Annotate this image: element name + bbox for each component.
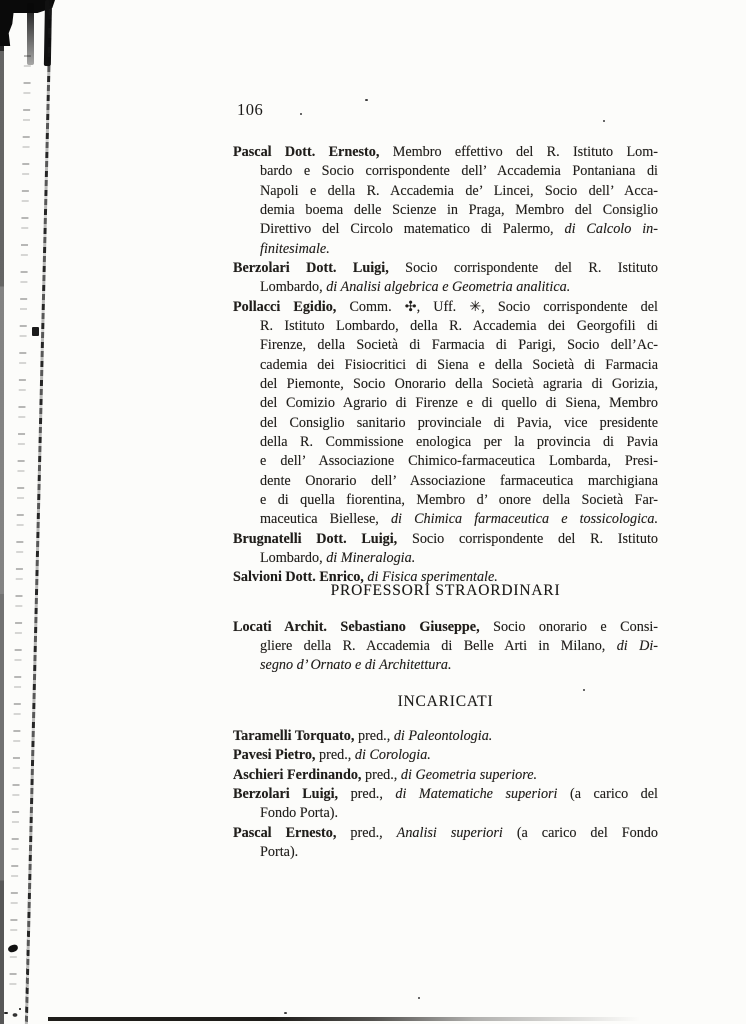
text-line <box>233 298 658 317</box>
text-segment: di Fisica sperimentale. <box>367 569 498 586</box>
scan-speck <box>284 1012 287 1014</box>
text-line <box>233 220 658 239</box>
text-segment: (a carico del Fondo <box>502 824 658 841</box>
text-line <box>233 259 658 278</box>
text-line <box>233 727 658 746</box>
text-segment: Lombardo, <box>260 279 327 296</box>
text-line <box>233 414 658 433</box>
text-line <box>233 356 658 375</box>
text-segment: bardo e Socio corrispondente dell’ Accademia Pontaniana di <box>260 163 658 180</box>
text-segment: Pavesi Pietro, <box>233 747 316 764</box>
text-segment: di Calcolo in- <box>564 221 658 238</box>
section-professori-straordinari <box>233 581 658 675</box>
text-line <box>233 375 658 394</box>
text-segment: (a carico del <box>557 785 658 802</box>
scan-edge-strip <box>0 0 4 1024</box>
text-segment: Napoli e della R. Accademia de’ Lincei, Socio dell’ Acca- <box>260 182 658 199</box>
scan-speck <box>603 120 605 122</box>
text-segment: Berzolari Dott. Luigi, <box>233 259 389 276</box>
section-professori-ordinari <box>233 143 658 588</box>
text-segment: maceutica Biellese, <box>260 511 391 528</box>
text-segment: Comm. ✣, Uff. ✳, Socio corrispondente del <box>336 298 658 315</box>
scan-ink-blob <box>7 944 18 953</box>
text-segment: di Corologia. <box>354 747 431 764</box>
text-segment: pred., <box>315 747 355 764</box>
text-segment: di Di- <box>616 637 658 654</box>
text-line <box>233 746 658 765</box>
text-segment: di Matematiche superiori <box>395 785 558 802</box>
text-segment: segno d’ Ornato e di Architettura. <box>260 657 452 674</box>
text-line <box>233 452 658 471</box>
text-segment: Pascal Dott. Ernesto, <box>233 144 380 160</box>
text-segment: Taramelli Torquato, <box>233 728 355 744</box>
text-segment: R. Istituto Lombardo, della R. Accademia dei Georgofili di <box>260 317 658 334</box>
text-line <box>233 201 658 220</box>
text-segment: Direttivo del Circolo matematico di Palermo, <box>260 221 565 238</box>
text-segment: del Piemonte, Socio Onorario della Società agraria di Gorizia, <box>260 375 658 392</box>
text-line <box>233 143 658 162</box>
text-line <box>233 510 658 529</box>
text-segment: Socio corrispondente del R. Istituto <box>397 530 658 547</box>
text-line <box>233 530 658 549</box>
text-segment: finitesimale. <box>260 240 330 257</box>
text-line <box>233 618 658 637</box>
text-segment: dente Onorario dell’ Associazione farmaceutica marchigiana <box>260 472 658 489</box>
scan-bottom-smudge <box>48 1017 640 1021</box>
text-segment: e dell’ Associazione Chimico-farmaceutica Lombarda, Presi- <box>260 453 658 470</box>
text-segment: Membro effettivo del R. Istituto Lom- <box>379 144 658 160</box>
text-line <box>233 637 658 656</box>
text-line <box>233 472 658 491</box>
text-line <box>233 182 658 201</box>
text-segment: Socio corrispondente del R. Istituto <box>388 259 658 276</box>
text-segment: Lombardo, <box>260 549 327 566</box>
text-line <box>233 549 658 568</box>
text-segment: Aschieri Ferdinando, <box>233 766 362 783</box>
text-segment: gliere della R. Accademia di Belle Arti in Milano, <box>260 637 617 654</box>
text-segment: del Comizio Agrario di Firenze e di quello di Siena, Membro <box>260 395 658 412</box>
text-line <box>233 843 658 862</box>
text-line <box>233 766 658 785</box>
text-line <box>233 278 658 297</box>
scan-speck <box>418 997 420 999</box>
text-line <box>233 433 658 452</box>
text-segment: Analisi superiori <box>396 824 503 841</box>
text-segment: Brugnatelli Dott. Luigi, <box>233 530 398 547</box>
text-line <box>233 336 658 355</box>
text-line <box>233 491 658 510</box>
text-segment: Salvioni Dott. Enrico, <box>233 569 364 586</box>
text-line <box>233 317 658 336</box>
scan-speck <box>365 99 368 101</box>
text-segment: di Analisi algebrica e Geometria analitica. <box>326 279 571 296</box>
text-segment: e di quella fiorentina, Membro d’ onore della Società Far- <box>260 491 658 508</box>
scan-speckle-column <box>9 55 31 1000</box>
text-segment: di Chimica farmaceutica e tossicologica. <box>390 511 658 528</box>
text-segment: demia boema delle Scienze in Praga, Membro del Consiglio <box>260 201 658 218</box>
scan-speck <box>583 689 585 691</box>
text-line <box>233 824 658 843</box>
text-segment: pred., <box>361 766 401 783</box>
scan-corner-squiggle <box>2 1004 24 1018</box>
text-line <box>233 394 658 413</box>
section-incaricati <box>233 692 658 862</box>
text-line <box>233 804 658 823</box>
text-line <box>233 785 658 804</box>
text-segment: Pascal Ernesto, <box>233 824 337 841</box>
text-segment: di Geometria superiore. <box>400 766 538 783</box>
text-segment: di Mineralogia. <box>326 549 416 566</box>
page-number: 106 <box>237 100 264 119</box>
text-segment: della R. Commissione enologica per la provincia di Pavia <box>260 433 658 450</box>
text-segment: cademia dei Fisiocritici di Siena e della Società di Farmacia <box>260 356 658 373</box>
text-segment: Porta). <box>260 843 299 860</box>
scan-speck <box>300 113 302 115</box>
text-segment: di Paleontologia. <box>393 728 493 744</box>
text-segment: pred., <box>338 785 396 802</box>
section-heading: PROFESSORI STRAORDINARI <box>330 582 561 599</box>
text-line <box>233 162 658 181</box>
text-segment: Pollacci Egidio, <box>233 298 337 315</box>
text-segment: Firenze, della Società di Farmacia di Parigi, Socio dell’Ac- <box>260 337 658 354</box>
section-heading: INCARICATI <box>397 693 494 710</box>
text-segment: Berzolari Luigi, <box>233 785 339 802</box>
text-segment: Socio onorario e Consi- <box>479 618 659 635</box>
text-line <box>233 240 658 259</box>
text-line <box>233 656 658 675</box>
text-segment: pred., <box>354 728 394 744</box>
text-segment: del Consiglio sanitario provinciale di Pavia, vice presidente <box>260 414 658 431</box>
text-segment: pred., <box>336 824 397 841</box>
text-segment: Locati Archit. Sebastiano Giuseppe, <box>233 618 480 635</box>
scan-ink-blob <box>32 327 39 336</box>
text-segment: Fondo Porta). <box>260 805 339 822</box>
